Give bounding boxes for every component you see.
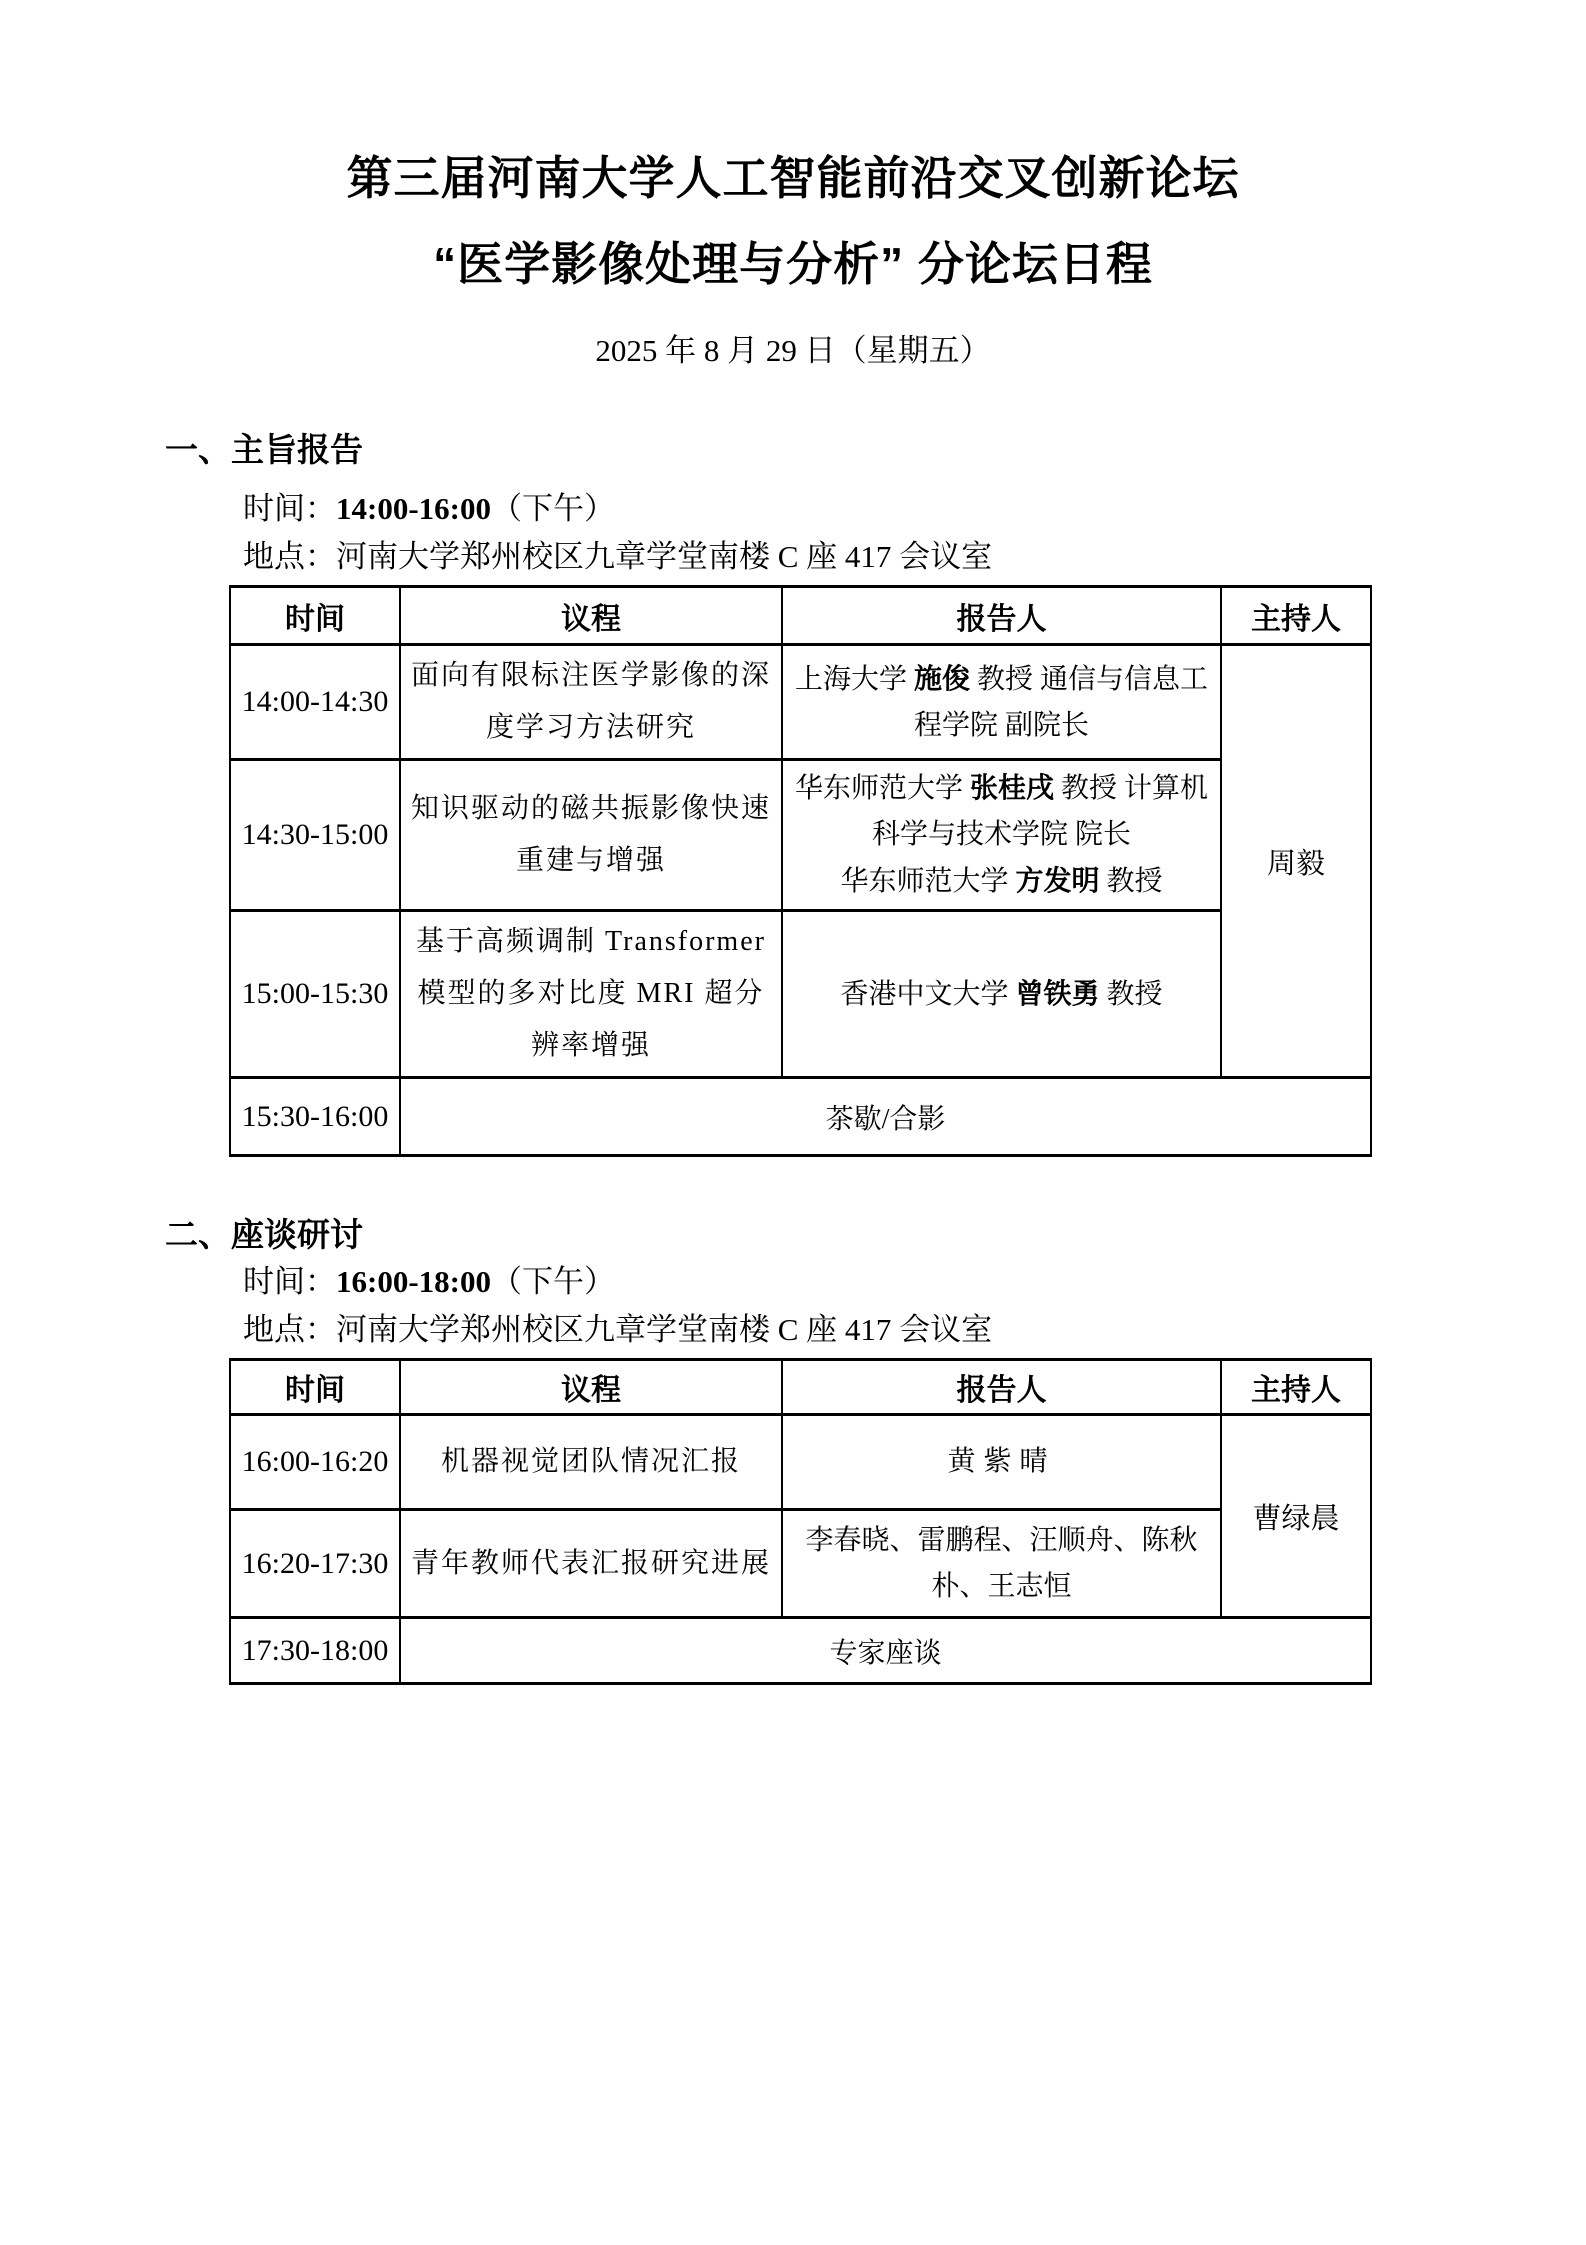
title-line-2: “医学影像处理与分析” 分论坛日程 (433, 238, 1153, 290)
speaker-title: 教授 (1099, 978, 1163, 1010)
section-1-location-line (243, 533, 1586, 581)
section-2-heading: 二、座谈研讨 (165, 1216, 363, 1253)
title-line-1: 第三届河南大学人工智能前沿交叉创新论坛 (346, 152, 1240, 204)
agenda-cell: 机器视觉团队情况汇报 (400, 1415, 782, 1510)
agenda-cell: 青年教师代表汇报研究进展 (400, 1510, 782, 1618)
header-cell-time: 时间 (230, 587, 400, 645)
speaker-affiliation: 上海大学 (794, 663, 914, 695)
speaker-cell (782, 760, 1221, 911)
host-cell: 曹绿晨 (1221, 1415, 1371, 1618)
keynote-schedule-table (229, 585, 1372, 1157)
time-suffix: （下午） (490, 1264, 615, 1299)
agenda-cell: 面向有限标注医学影像的深度学习方法研究 (400, 645, 782, 760)
table-row (230, 1415, 1371, 1510)
section-1-heading: 一、主旨报告 (165, 431, 363, 468)
table-header-row (230, 1360, 1371, 1415)
section-2-location-line (243, 1306, 1586, 1354)
table-row (230, 645, 1371, 760)
time-label: 时间： (243, 491, 336, 526)
speaker-cell (782, 911, 1221, 1078)
time-cell: 16:20-17:30 (230, 1510, 400, 1618)
closing-cell: 专家座谈 (400, 1618, 1371, 1684)
time-cell: 14:00-14:30 (230, 645, 400, 760)
table-row (230, 760, 1371, 911)
table-row (230, 1510, 1371, 1618)
agenda-cell: 知识驱动的磁共振影像快速重建与增强 (400, 760, 782, 911)
header-cell-agenda: 议程 (400, 587, 782, 645)
table-row (230, 1618, 1371, 1684)
section-1-time-line (243, 485, 1586, 533)
speaker-affiliation: 华东师范大学 (794, 773, 970, 804)
table-row (230, 1078, 1371, 1156)
location-value: 河南大学郑州校区九章学堂南楼 C 座 417 会议室 (336, 539, 993, 574)
event-date: 2025 年 8 月 29 日（星期五） (595, 333, 991, 368)
section-2-time-line (243, 1258, 1586, 1306)
break-cell: 茶歇/合影 (400, 1078, 1371, 1156)
header-cell-time: 时间 (230, 1360, 400, 1415)
speaker-affiliation: 华东师范大学 (840, 866, 1016, 897)
time-cell: 16:00-16:20 (230, 1415, 400, 1510)
header-cell-host: 主持人 (1221, 1360, 1371, 1415)
speaker-cell: 黄紫晴 (782, 1415, 1221, 1510)
table-header-row (230, 587, 1371, 645)
time-label: 时间： (243, 1264, 336, 1299)
table-row (230, 911, 1371, 1078)
speaker-cell (782, 645, 1221, 760)
speaker-title: 教授 (1099, 866, 1163, 897)
speaker-name: 张桂戌 (969, 772, 1054, 803)
time-cell: 15:30-16:00 (230, 1078, 400, 1156)
speaker-title: 教授 计算机科学与技术学院 院长 (871, 773, 1209, 850)
time-value: 14:00-16:00 (336, 491, 491, 526)
location-label: 地点： (243, 539, 336, 574)
header-cell-speaker: 报告人 (782, 587, 1221, 645)
header-cell-speaker: 报告人 (782, 1360, 1221, 1415)
time-cell: 14:30-15:00 (230, 760, 400, 911)
speaker-title: 教授 通信与信息工程学院 副院长 (913, 663, 1209, 741)
speaker-name: 曾铁勇 (1015, 977, 1100, 1009)
location-label: 地点： (243, 1312, 336, 1347)
location-value: 河南大学郑州校区九章学堂南楼 C 座 417 会议室 (336, 1312, 993, 1347)
speaker-name: 施俊 (913, 662, 970, 694)
time-suffix: （下午） (490, 491, 615, 526)
speaker-name: 方发明 (1015, 865, 1100, 896)
host-cell: 周毅 (1221, 645, 1371, 1078)
header-cell-agenda: 议程 (400, 1360, 782, 1415)
time-value: 16:00-18:00 (336, 1264, 491, 1299)
time-cell: 17:30-18:00 (230, 1618, 400, 1684)
discussion-schedule-table (229, 1358, 1372, 1685)
speaker-affiliation: 香港中文大学 (840, 978, 1016, 1010)
time-cell: 15:00-15:30 (230, 911, 400, 1078)
speaker-cell: 李春晓、雷鹏程、汪顺舟、陈秋朴、王志恒 (782, 1510, 1221, 1618)
header-cell-host: 主持人 (1221, 587, 1371, 645)
agenda-cell: 基于高频调制 Transformer 模型的多对比度 MRI 超分辨率增强 (400, 911, 782, 1078)
